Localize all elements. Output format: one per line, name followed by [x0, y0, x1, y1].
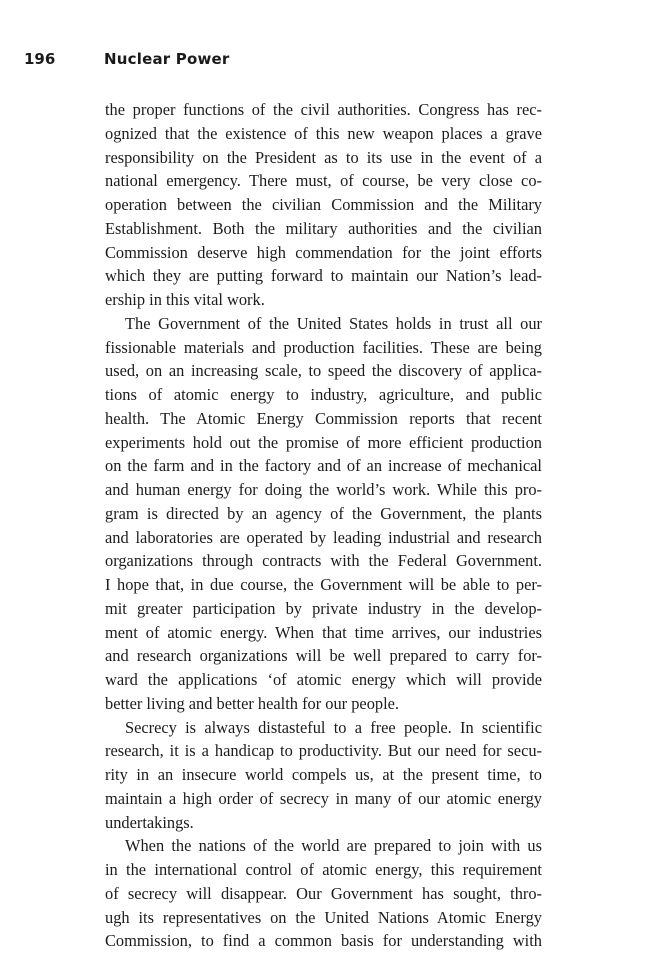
text-line: rity in an insecure world compels us, at the present time, to: [105, 765, 542, 784]
text-line: mit greater participation by private industry in the develop-: [105, 598, 542, 618]
page-header: [24, 50, 230, 74]
text-line: ugh its representatives on the United Nations Atomic Energy: [105, 907, 542, 927]
text-line: and laboratories are operated by leading industrial and research: [105, 527, 542, 547]
page-number: 196: [24, 50, 56, 68]
text-line: responsibility on the President as to its use in the event of a: [105, 147, 542, 167]
text-line: The Government of the United States holds in trust all our: [125, 313, 542, 333]
text-line: undertakings.: [105, 812, 194, 832]
text-line: which they are putting forward to maintain our Nation’s lead-: [105, 266, 542, 286]
text-line: used, on an increasing scale, to speed the discovery of applica-: [105, 361, 542, 381]
text-line: on the farm and in the factory and of an increase of mechanical: [105, 456, 542, 476]
text-line: fissionable materials and production facilities. These are being: [105, 337, 542, 357]
text-line: Establishment. Both the military authorities and the civilian: [105, 218, 542, 238]
text-line: tions of atomic energy to industry, agriculture, and public: [105, 385, 542, 404]
text-line: ognized that the existence of this new weapon places a grave: [105, 123, 542, 143]
text-line: When the nations of the world are prepared to join with us: [125, 836, 542, 856]
text-line: Commission, to find a common basis for understanding with: [105, 931, 542, 951]
text-line: health. The Atomic Energy Commission reports that recent: [105, 408, 542, 428]
text-line: and research organizations will be well prepared to carry for-: [105, 646, 542, 666]
body-text: [105, 98, 542, 953]
text-line: operation between the civilian Commission and the Military: [105, 195, 542, 214]
text-line: Secrecy is always distasteful to a free people. In scientific: [125, 717, 542, 737]
text-line: ward the applications ‘of atomic energy which will provide: [105, 670, 542, 689]
text-line: I hope that, in due course, the Government will be able to per-: [105, 575, 542, 594]
text-line: ership in this vital work.: [105, 290, 265, 309]
text-line: maintain a high order of secrecy in many of our atomic energy: [105, 788, 542, 808]
text-line: Commission deserve high commendation for the joint efforts: [105, 242, 542, 262]
text-line: better living and better health for our people.: [105, 693, 400, 713]
text-line: research, it is a handicap to productivity. But our need for secu-: [105, 741, 542, 761]
text-line: national emergency. There must, of course, be very close co-: [105, 171, 542, 191]
text-line: the proper functions of the civil authorities. Congress has rec-: [105, 100, 542, 119]
text-line: of secrecy will disappear. Our Government has sought, thro-: [105, 883, 542, 903]
text-line: in the international control of atomic energy, this requirement: [105, 860, 542, 879]
text-line: ment of atomic energy. When that time arrives, our industries: [105, 622, 542, 642]
text-line: experiments hold out the promise of more efficient production: [105, 432, 542, 452]
text-line: and human energy for doing the world’s work. While this pro-: [105, 480, 542, 499]
text-line: gram is directed by an agency of the Government, the plants: [105, 503, 542, 523]
running-head: Nuclear Power: [104, 50, 230, 68]
text-line: organizations through contracts with the Federal Government.: [105, 551, 542, 571]
